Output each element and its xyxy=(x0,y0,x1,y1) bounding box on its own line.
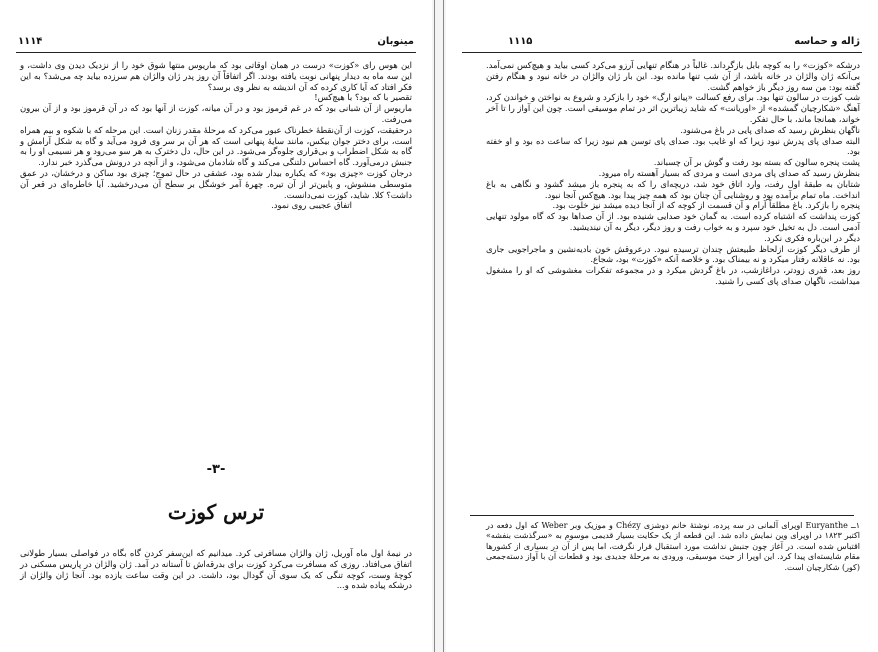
right-running-title: ژاله و حماسه xyxy=(794,36,860,47)
right-paragraph: روز بعد، قدری زودتر، دراغازشب، در باغ گردش میکرد و در مجموعه تفکرات مغشوشی که او را مشغول میداشت، ناگهان صدای پای کسی را شنید. xyxy=(486,265,860,286)
book-gutter xyxy=(432,0,446,652)
right-paragraph: پشت پنجره سالون که بسته بود رفت و گوش بر آن چسباند. xyxy=(653,157,860,168)
left-paragraph: تقصیر با که بود؟ با هیچ‌کس! xyxy=(314,92,412,103)
right-body-text xyxy=(486,60,860,287)
left-paragraph: این هوس‌ رای «کوزت» درست در همان اوقاتی بود که ماریوس منتها شوق خود را از نزدیک دیدن وی داشت، و این سه ماه به دیدار پنهانی نوبت یافته بودند. اگر اتفاقاً آن روز پدر ژان والژان هم سرزده بیاید چه می‌شد؟ به این فکر افتاد که آیا کاری کرده که آن اندیشه به نظر وی برسد؟ xyxy=(20,60,412,92)
left-paragraph: درجان کوزت «چیزی بود» که یکباره بیدار شده بود، عشقی در حال تموج؛ چیزی بود ساکن و درخشان، در عمق متوسطی منشوش، و پایین‌تر از آن تیره. چهرهٔ آمر خوشگل بر سطح آن می‌درخشید. آیا خاطره‌ای در قعر آن داشت؟ کلا. شاید، کوزت نمی‌دانست. xyxy=(20,167,412,200)
chapter-title: ترس کوزت xyxy=(167,500,265,524)
left-page xyxy=(0,0,432,652)
right-page-header xyxy=(464,36,860,50)
gutter-line xyxy=(434,0,435,652)
right-paragraph: ناگهان بنظرش رسید که صدای پایی در باغ می‌شنود. xyxy=(680,124,860,135)
right-paragraph: کوزت پنداشت که اشتباه کرده است. به گمان خود صدایی شنیده بود. از آن صداها بود که گاه مولود تنهایی آدمی است. دل به تخیل خود سپرد و به خواب رفت و روز دیگر، دیگر به آن نیندیشید. xyxy=(486,211,860,232)
left-paragraph: اتفاق عجیبی روی نمود. xyxy=(271,200,352,211)
right-paragraph: پنجره را بازکرد. باغ مطلقاً آرام و آن قسمت از کوچه که از آنجا دیده میشد نیز خلوت بود. xyxy=(552,200,860,211)
left-paragraph: درحقیقت، کوزت از آن‌نقطهٔ خطرناک عبور می‌کرد که مرحلهٔ مقدر زنان است. این مرحله که با شکوه و بیم همراه است، برای دختر جوان بیکس، مانند سایهٔ پنهانی است که هر آن بر سر وی فرود می‌آید و گاه به شکل آرامش و گاه به شکل اضطراب و بی‌قراری جلوه‌گر می‌شود. در این حال، دل دخترک به هر سو می‌رود و هر نسیمی او را به جنبش درمی‌آورد. گاه احساس دلتنگی می‌کند و گاه شادمان می‌شود، و از آنچه در درونش می‌گذرد خبر ندارد. xyxy=(20,124,412,168)
left-header-rule xyxy=(16,52,416,53)
chapter-number: -۳- xyxy=(206,462,226,477)
right-page-number: ۱۱۱۵ xyxy=(508,36,533,47)
chapter-paragraph: در نیمهٔ اول ماه آوریل، ژان والژان مسافرتی کرد. میدانیم که این‌سفر کردن گاه بگاه در فواصلی بسیار طولانی اتفاق می‌افتاد. روزی که مسافرت می‌کرد کوزت برای بدرقه‌اش تا آستانه در آمد. ژان والژان در پاریس مسکنی در کوچهٔ وست، کوچه تنگی که یک سوی آن گودال بود، داشت. در این وقت ساعت یازده بود. آنجا ژان والژان از درشکه پیاده شده و... xyxy=(20,548,412,591)
left-page-number: ۱۱۱۴ xyxy=(18,36,43,47)
chapter-body-text xyxy=(20,548,412,591)
right-paragraph: بنظرش رسید که صدای پای مردی است و مردی که بسیار آهسته راه میرود. xyxy=(598,167,860,178)
left-page-header xyxy=(18,36,414,50)
right-paragraph: درشکه «کوزت» را به کوچه بابل بازگرداند. غالباً در هنگام تنهایی آرزو می‌کرد کسی بیاید و هیچ‌کس نمی‌آمد. بی‌آنکه ژان والژان در خانه باشد، از آن شب تنها مانده بود. این بار ژان والژان در خانه نبود و هنگام رفتن گفته بود: من سه روز دیگر باز خواهم گشت. xyxy=(486,60,860,92)
left-running-title: مینوبان xyxy=(377,36,414,47)
right-paragraph: از طرف دیگر کوزت ازلحاظ طبیعتش چندان ترسیده نبود. درعروقش خون بادیه‌نشین و ماجراجویی جاری بود. نه عاقلانه رفتار میکرد و نه بیمناک بود. و خلاصه آنکه «کوزت» بود، شجاع. xyxy=(486,243,860,265)
right-header-rule xyxy=(462,52,862,53)
right-paragraph: شتابان به طبقهٔ اول رفت، وارد اتاق خود شد، دریچه‌ای را که به پنجره باز میشد گشود و نگاهی به باغ انداخت. ماه تمام برآمده بود و روشنایی آن چنان بود که همه چیز پیدا بود. هیچ‌کس آنجا نبود. xyxy=(486,178,860,200)
footnote-text: ۱ــ Euryanthe اوپرای آلمانی در سه پرده، نوشتهٔ خانم دوشزی Chézy و موزیک وبر Weber که اول دفعه در اکتبر ۱۸۲۳ در اوپرای وین نمایش داده شد. این قطعه از یک حکایت بسیار قدیمی موسوم به «سرگذشت بنفشه» اقتباس شده است. در آغاز چون جنبش نداشت مورد استقبال قرار نگرفت، اما پس از آن در بسیاری از کشورها مقام شایسته‌ای پیدا کرد. این اوپرا از حیث موسیقی، ورودی به مرحلهٔ جدیدی بود و قطعات آن با آواز دسته‌جمعی (کور) شکارچیان است. xyxy=(486,521,860,572)
footnote-rule xyxy=(470,515,854,516)
right-paragraph: البته صدای پای پدرش نبود زیرا که او غایب بود. صدای پای توسن هم نبود زیرا که ساعت ده بود و او خفته بود. xyxy=(486,135,860,157)
right-paragraph: شب کوزت در سالون تنها بود. برای رفع کسالت «پیانو ارگ» خود را بازکرد و شروع به نواختن و خواندن کرد، آهنگ «شکارچیان گمشده» از «اوریانت» که شاید زیباترین اثر در تمام موسیقی است. چون این آواز را تا آخر خواند، همانجا ماند، با حال تفکر. xyxy=(486,92,860,124)
right-paragraph: دیگر در این‌باره فکری نکرد. xyxy=(764,232,860,243)
left-paragraph: ماریوس از آن شبانی بود که در غم قرموز بود و در آن میانه، کوزت از آنها بود که در آن قرموز بود و از آن بیرون می‌رفت. xyxy=(20,103,412,124)
gutter-line xyxy=(443,0,444,652)
footnote xyxy=(486,521,860,573)
right-page xyxy=(446,0,878,652)
left-body-text xyxy=(20,60,412,211)
